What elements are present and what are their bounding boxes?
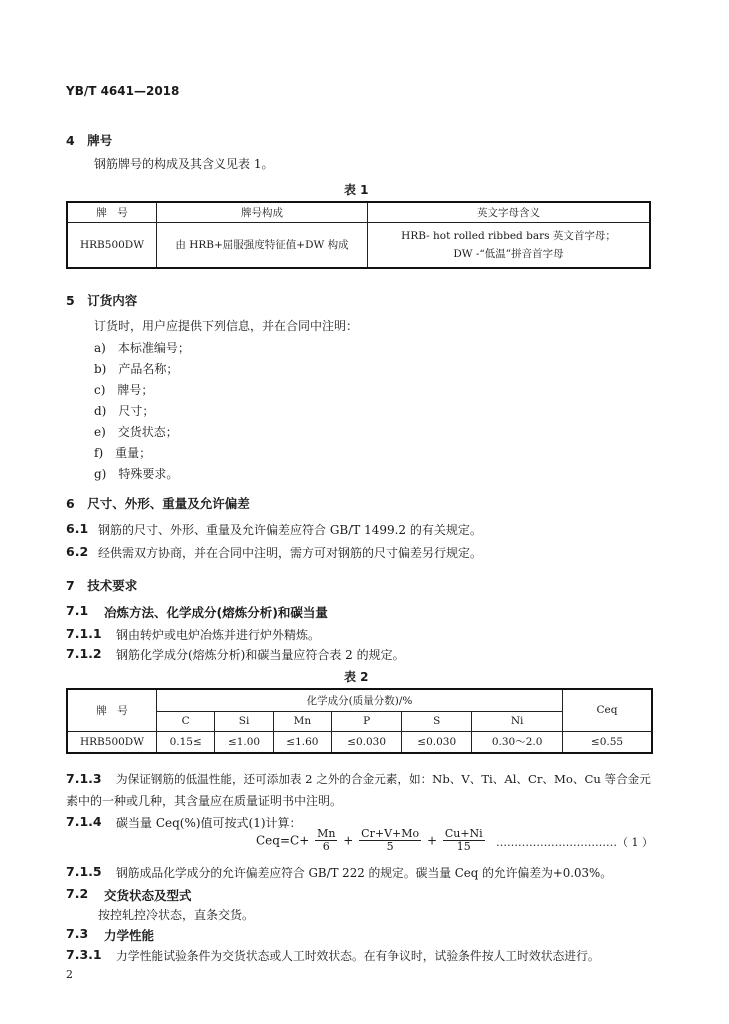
table-1-meaning-line-1: HRB- hot rolled ribbed bars 英文首字母； — [401, 229, 616, 242]
order-item-e: e) 交货状态； — [94, 425, 178, 439]
fraction-mn — [315, 828, 337, 853]
formula-equation-number: ……………………………（ 1 ） — [496, 836, 653, 849]
clause-7-1-1-text: 钢由转炉或电炉冶炼并进行炉外精炼。 — [116, 628, 321, 642]
table-2-grade-cell: HRB500DW — [67, 731, 157, 753]
clause-7-3-heading: 力学性能 — [104, 928, 155, 943]
table-2-element-s: S — [402, 711, 472, 731]
clause-7-1-4-number: 7.1.4 — [66, 814, 102, 829]
ceq-formula — [256, 828, 487, 853]
formula-plus-1: + — [343, 833, 354, 848]
order-item-b: b) 产品名称； — [94, 362, 179, 376]
fraction-cu-ni — [443, 828, 485, 853]
fraction-cr-v-mo — [359, 828, 421, 853]
table-1 — [66, 201, 651, 269]
table-2-caption: 表 2 — [344, 670, 369, 684]
clause-6-2-text: 经供需双方协商，并在合同中注明，需方可对钢筋的尺寸偏差另行规定。 — [98, 546, 483, 560]
order-item-a: a) 本标准编号； — [94, 341, 190, 355]
table-2-element-ni: Ni — [472, 711, 563, 731]
fraction-cr-v-mo-denominator: 5 — [386, 840, 394, 853]
order-item-d: d) 尺寸； — [94, 404, 155, 418]
table-1-header-composition: 牌号构成 — [157, 202, 368, 222]
table-1-composition-cell: 由 HRB+屈服强度特征值+DW 构成 — [157, 222, 368, 268]
table-2-value-ceq: ≤0.55 — [563, 731, 653, 753]
section-4-heading: 4 牌号 — [66, 133, 113, 148]
fraction-mn-denominator: 6 — [322, 840, 330, 853]
clause-7-1-2-text: 钢筋化学成分(熔炼分析)和碳当量应符合表 2 的规定。 — [116, 648, 405, 662]
clause-7-1-3-number: 7.1.3 — [66, 771, 102, 786]
clause-7-1-heading: 冶炼方法、化学成分(熔炼分析)和碳当量 — [104, 605, 328, 620]
table-2-value-mn: ≤1.60 — [273, 731, 331, 753]
clause-7-1-1-number: 7.1.1 — [66, 626, 102, 641]
order-item-c: c) 牌号； — [94, 383, 154, 397]
clause-7-2-text: 按控轧控冷状态，直条交货。 — [98, 908, 255, 922]
formula-plus-2: + — [426, 833, 438, 848]
clause-7-1-3-line-1: 为保证钢筋的低温性能，还可添加表 2 之外的合金元素，如：Nb、V、Ti、Al、Cr、Mo、Cu 等合金元 — [116, 772, 651, 786]
table-2-element-mn: Mn — [273, 711, 331, 731]
table-2-value-ni: 0.30～2.0 — [472, 731, 563, 753]
table-2-header-grade: 牌 号 — [67, 689, 157, 731]
clause-7-3-1-text: 力学性能试验条件为交货状态或人工时效状态。在有争议时，试验条件按人工时效状态进行。 — [116, 949, 600, 963]
fraction-cu-ni-numerator: Cu+Ni — [444, 827, 483, 840]
section-6-heading: 6 尺寸、外形、重量及允许偏差 — [66, 496, 250, 511]
clause-7-1-4-text: 碳当量 Ceq(%)值可按式(1)计算： — [116, 816, 302, 830]
clause-7-3-number: 7.3 — [66, 926, 89, 941]
table-2-header-chemical: 化学成分(质量分数)/% — [157, 689, 563, 711]
table-2-value-s: ≤0.030 — [402, 731, 472, 753]
table-2-element-p: P — [332, 711, 402, 731]
table-2-value-c: 0.15≤ — [157, 731, 215, 753]
clause-7-2-heading: 交货状态及型式 — [104, 888, 192, 903]
clause-7-3-1-number: 7.3.1 — [66, 947, 102, 962]
table-1-grade-cell: HRB500DW — [67, 222, 157, 268]
table-1-header-meaning: 英文字母含义 — [368, 202, 651, 222]
fraction-mn-numerator: Mn — [317, 827, 336, 840]
section-5-heading: 5 订货内容 — [66, 293, 138, 308]
table-2-value-si: ≤1.00 — [215, 731, 273, 753]
clause-7-1-5-text: 钢筋成品化学成分的允许偏差应符合 GB/T 222 的规定。碳当量 Ceq 的允许偏差为+0.03%。 — [116, 866, 613, 880]
section-4-text: 钢筋牌号的构成及其含义见表 1。 — [94, 157, 274, 171]
fraction-cr-v-mo-numerator: Cr+V+Mo — [361, 827, 420, 840]
order-item-g: g) 特殊要求。 — [94, 467, 179, 481]
table-1-meaning-line-2: DW -“低温”拼音首字母 — [453, 247, 564, 260]
clause-7-1-number: 7.1 — [66, 603, 89, 618]
clause-6-1-text: 钢筋的尺寸、外形、重量及允许偏差应符合 GB/T 1499.2 的有关规定。 — [98, 523, 482, 537]
table-2-header-ceq: Ceq — [563, 689, 653, 731]
table-1-meaning-cell — [368, 222, 651, 268]
clause-6-1-number: 6.1 — [66, 521, 89, 536]
clause-7-1-3-line-2: 素中的一种或几种，其含量应在质量证明书中注明。 — [66, 794, 343, 808]
page-number: 2 — [66, 968, 73, 981]
clause-7-1-2-number: 7.1.2 — [66, 646, 102, 661]
table-1-header-grade: 牌 号 — [67, 202, 157, 222]
table-1-caption: 表 1 — [344, 183, 369, 197]
clause-6-2-number: 6.2 — [66, 544, 89, 559]
section-5-intro: 订货时，用户应提供下列信息，并在合同中注明： — [94, 319, 359, 333]
table-2-element-c: C — [157, 711, 215, 731]
clause-7-2-number: 7.2 — [66, 886, 89, 901]
formula-lhs: Ceq=C+ — [256, 833, 310, 848]
order-item-f: f) 重量； — [94, 446, 152, 460]
section-7-heading: 7 技术要求 — [66, 578, 138, 593]
table-2 — [66, 688, 653, 754]
standard-number: YB/T 4641—2018 — [66, 84, 180, 98]
clause-7-1-5-number: 7.1.5 — [66, 864, 102, 879]
table-2-element-si: Si — [215, 711, 273, 731]
table-2-value-p: ≤0.030 — [332, 731, 402, 753]
fraction-cu-ni-denominator: 15 — [456, 840, 471, 853]
